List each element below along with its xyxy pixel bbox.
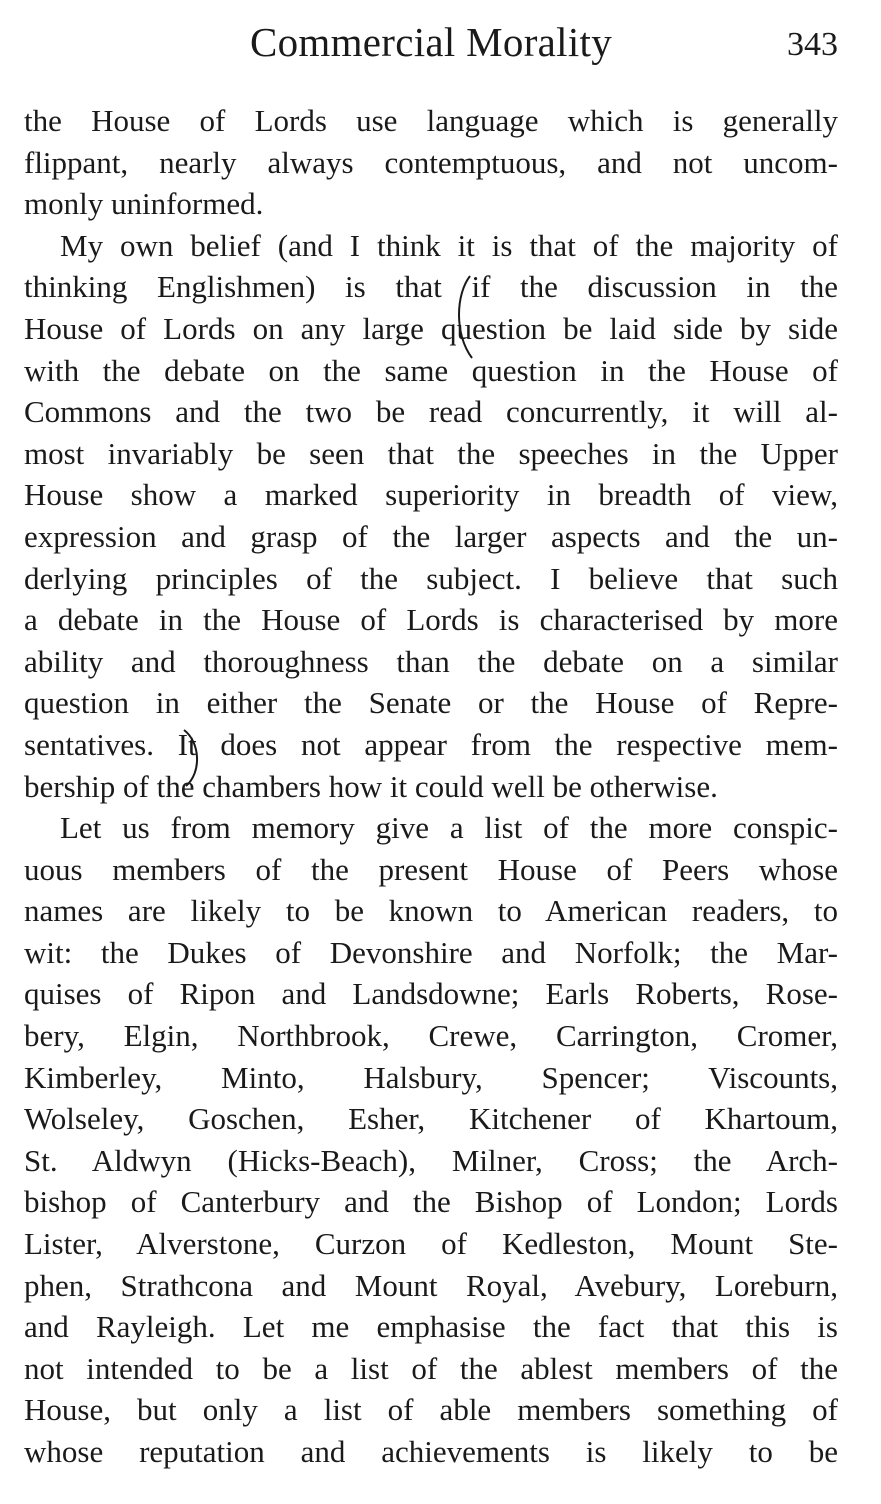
running-title: Commercial Morality xyxy=(249,19,613,65)
text-line: whose reputation and achievements is likely to be xyxy=(24,1434,838,1469)
text-line: House, but only a list of able members something of xyxy=(24,1392,838,1428)
text-line: a debate in the House of Lords is characterised by more xyxy=(24,602,838,638)
text-line: My own belief (and I think it is that of the majority of xyxy=(60,227,838,263)
text-line: bership of the chambers how it could well be otherwise. xyxy=(24,768,718,804)
text-line: monly uninformed. xyxy=(24,186,264,222)
text-line: flippant, nearly always contemptuous, and not uncom- xyxy=(24,144,838,180)
text-line: bishop of Canterbury and the Bishop of London; Lords xyxy=(24,1184,838,1220)
text-line: Lister, Alverstone, Curzon of Kedleston, Mount Ste- xyxy=(24,1226,838,1262)
text-line: Let us from memory give a list of the more conspic- xyxy=(60,810,838,846)
text-line: quises of Ripon and Landsdowne; Earls Roberts, Rose- xyxy=(24,976,838,1012)
book-page xyxy=(24,14,838,1473)
text-line: most invariably be seen that the speeches in the Upper xyxy=(24,435,838,471)
text-line: with the debate on the same question in the House of xyxy=(24,352,838,388)
page-number: 343 xyxy=(787,26,838,63)
text-line: uous members of the present House of Peers whose xyxy=(24,851,838,887)
text-line: ability and thoroughness than the debate on a similar xyxy=(24,643,838,679)
text-line: and Rayleigh. Let me emphasise the fact that this is xyxy=(24,1309,838,1345)
text-line: House of Lords on any large question be laid side by side xyxy=(24,310,838,346)
text-line: Kimberley, Minto, Halsbury, Spencer; Viscounts, xyxy=(24,1059,838,1095)
body-text xyxy=(24,100,838,1473)
pencil-bracket-close-mark xyxy=(180,728,206,788)
text-line: Wolseley, Goschen, Esher, Kitchener of Khartoum, xyxy=(24,1101,838,1137)
text-line: bery, Elgin, Northbrook, Crewe, Carrington, Cromer, xyxy=(24,1018,838,1054)
text-line: sentatives. It does not appear from the respective mem- xyxy=(24,726,838,762)
text-line: expression and grasp of the larger aspects and the un- xyxy=(24,518,838,554)
text-line: phen, Strathcona and Mount Royal, Avebury, Loreburn, xyxy=(24,1267,838,1303)
text-line: question in either the Senate or the House of Repre- xyxy=(24,685,838,721)
text-line: Commons and the two be read concurrently, it will al- xyxy=(24,394,838,430)
running-head xyxy=(24,14,838,74)
text-line: names are likely to be known to American readers, to xyxy=(24,893,838,929)
text-line: the House of Lords use language which is generally xyxy=(24,103,838,138)
text-line: St. Aldwyn (Hicks-Beach), Milner, Cross; the Arch- xyxy=(24,1142,838,1178)
text-line: not intended to be a list of the ablest members of the xyxy=(24,1350,838,1386)
text-line: thinking Englishmen) is that if the discussion in the xyxy=(24,269,838,305)
pencil-bracket-open-mark xyxy=(448,274,478,360)
text-line: House show a marked superiority in breadth of view, xyxy=(24,477,838,513)
text-line: wit: the Dukes of Devonshire and Norfolk; the Mar- xyxy=(24,934,838,970)
text-line: derlying principles of the subject. I believe that such xyxy=(24,560,838,596)
